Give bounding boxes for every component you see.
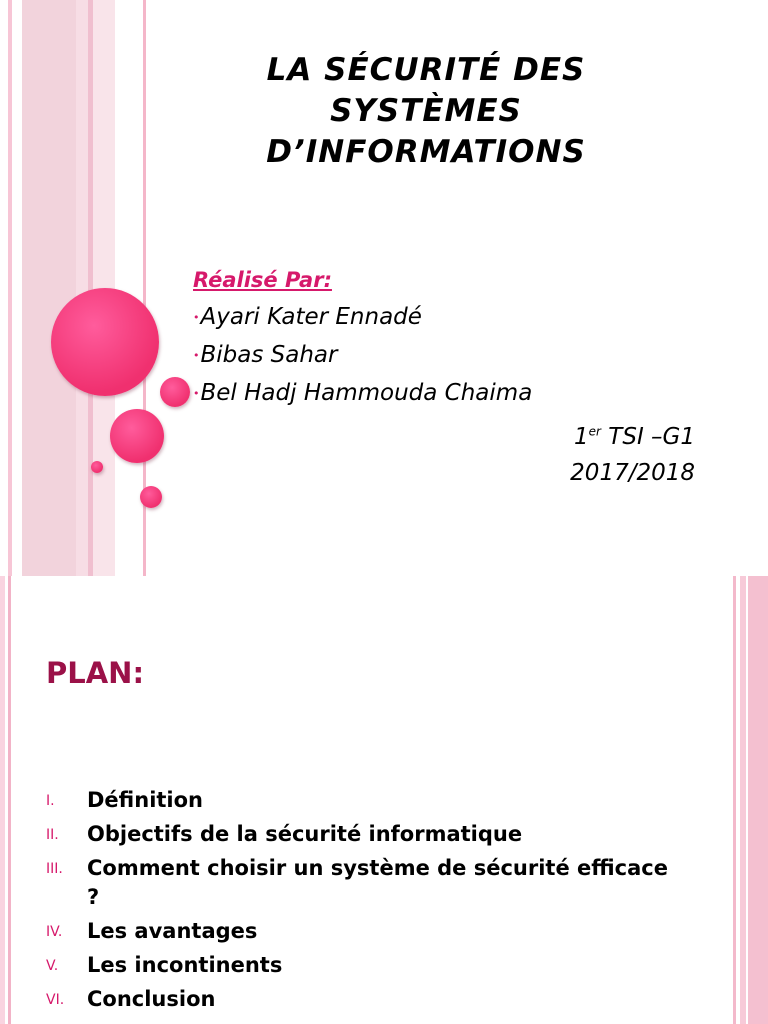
class-suffix: TSI –G1 [600, 424, 695, 450]
item-number: I. [46, 793, 55, 809]
item-number: V. [46, 958, 59, 974]
class-sup: er [588, 424, 601, 439]
decorative-circle-tiny [91, 461, 103, 473]
author-name: Bel Hadj Hammouda Chaima [200, 380, 533, 406]
author-name: Ayari Kater Ennadé [200, 304, 422, 330]
item-text: Conclusion [87, 987, 216, 1011]
plan-item [46, 854, 686, 912]
title-line: SYSTÈMES [330, 93, 522, 129]
plan-item [46, 985, 686, 1014]
author-item [193, 298, 713, 336]
item-text: Définition [87, 788, 204, 812]
item-number: II. [46, 827, 59, 843]
item-text: Objectifs de la sécurité informatique [87, 822, 523, 846]
decorative-stripe [22, 0, 76, 576]
decorative-circle-large [51, 288, 159, 396]
decorative-stripe [748, 576, 768, 1024]
author-name: Bibas Sahar [200, 342, 338, 368]
authors-block [193, 268, 713, 412]
item-number: III. [46, 861, 63, 877]
realise-label: Réalisé Par: [193, 268, 332, 292]
decorative-circle-small [140, 486, 162, 508]
class-prefix: 1 [574, 424, 589, 450]
plan-item [46, 917, 686, 946]
class-label [520, 424, 695, 450]
item-text: Comment choisir un système de sécurité efficace ? [87, 856, 668, 909]
author-item [193, 374, 713, 412]
decorative-circle-medium [110, 409, 164, 463]
plan-heading: PLAN: [46, 656, 145, 690]
decorative-stripe [733, 576, 736, 1024]
plan-item [46, 820, 686, 849]
author-item [193, 336, 713, 374]
item-text: Les avantages [87, 919, 258, 943]
decorative-stripe [0, 576, 5, 1024]
plan-list [46, 786, 686, 1019]
item-text: Les incontinents [87, 953, 283, 977]
decorative-circle-small [160, 377, 190, 407]
plan-item [46, 786, 686, 815]
bullet-icon: • [193, 310, 200, 324]
plan-slide [0, 576, 768, 1024]
slide-title [200, 50, 652, 173]
decorative-stripe [740, 576, 746, 1024]
decorative-stripe [8, 576, 11, 1024]
decorative-stripe [76, 0, 88, 576]
bullet-icon: • [193, 386, 200, 400]
decorative-stripe [8, 0, 12, 576]
item-number: IV. [46, 924, 63, 940]
bullet-icon: • [193, 348, 200, 362]
school-year: 2017/2018 [570, 460, 695, 486]
title-line: LA SÉCURITÉ DES [266, 52, 586, 88]
plan-item [46, 951, 686, 980]
title-line: D’INFORMATIONS [266, 134, 586, 170]
item-number: VI. [46, 992, 65, 1008]
